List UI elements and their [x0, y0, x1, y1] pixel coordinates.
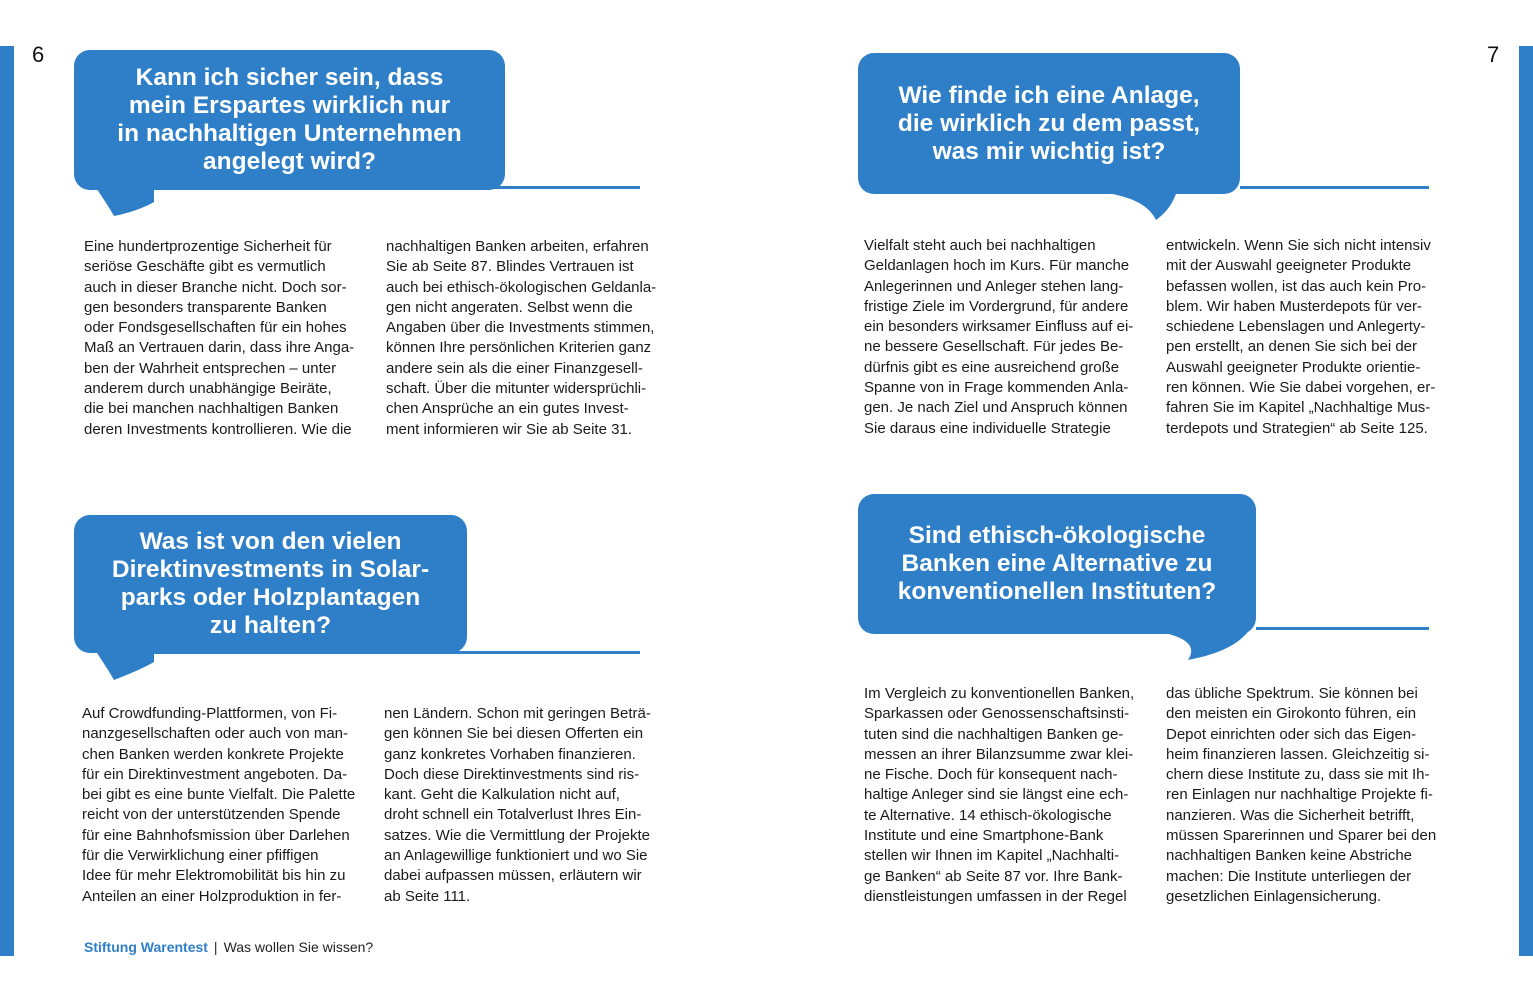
answer-4-column-2: das übliche Spektrum. Sie können bei den meisten ein Girokonto führen, ein Depot einrichten oder sich das Eigen- heim finanzieren lassen. Gleichzeitig si- chern diese Institute zu, dass sie mit Ih- ren Einlagen nur nachhaltige Projekte fi- nanzieren. Was die Sicherheit betrifft, müssen Sparerinnen und Sparer bei den nachhaltigen Banken keine Abstriche machen: Die Institute unterliegen der gesetzlichen Einlagensicherung. [1166, 685, 1437, 905]
footer-separator: | [213, 939, 218, 955]
question-bubble-3: Was ist von den vielen Direktinvestments in Solar- parks oder Holzplantagen zu halten? [74, 515, 467, 653]
answer-1-column-2: nachhaltigen Banken arbeiten, erfahren Sie ab Seite 87. Blindes Vertrauen ist auch bei ethisch-ökologischen Geldanla- gen nicht angeraten. Selbst wenn die Angaben über die Investments stimmen, können Ihre persönlichen Kriterien ganz andere sein als die einer Finanzgesell- schaft. Über die mitunter widersprüchli- chen Ansprüche an ein gutes Invest- ment informieren wir Sie ab Seite 31. [386, 238, 657, 438]
answer-4-column-1: Im Vergleich zu konventionellen Banken, Sparkassen oder Genossenschaftsinsti- tuten sind die nachhaltigen Banken ge- messen an ihrer Bilanzsumme zwar klei- ne Fische. Doch für konsequent nach- haltige Anleger sind sie längst eine ech- te Alternative. 14 ethisch-ökologische Institute und eine Smartphone-Bank stellen wir Ihnen im Kapitel „Nachhalti- ge Banken“ ab Seite 87 vor. Ihre Bank- dienstleistungen umfassen in der Regel [864, 685, 1135, 905]
page-footer [84, 939, 373, 955]
page-number-left: 6 [32, 42, 45, 67]
page-number-right: 7 [1487, 42, 1500, 67]
answer-2-column-2: entwickeln. Wenn Sie sich nicht intensiv mit der Auswahl geeigneter Produkte befassen wollen, ist das auch kein Pro- blem. Wir haben Musterdepots für ver- schiedene Lebenslagen und Anlegerty- pen erstellt, an denen Sie sich bei der Auswahl geeigneter Produkte orientie- ren können. Wie Sie dabei vorgehen, er- fahren Sie im Kapitel „Nachhaltige Mus- terdepots und Strategien“ ab Seite 125. [1166, 237, 1436, 437]
divider-rule-2 [1240, 186, 1429, 189]
answer-3-column-2: nen Ländern. Schon mit geringen Beträ- gen können Sie bei diesen Offerten ein ganz konkretes Vorhaben finanzieren. Doch diese Direktinvestments sind ris- kant. Geht die Kalkulation nicht auf, droht schnell ein Totalverlust Ihres Ein- satzes. Wie die Vermittlung der Projekte an Anlagewillige funktioniert und wo Sie dabei aufpassen müssen, erläutern wir ab Seite 111. [384, 705, 651, 905]
question-bubble-2: Wie finde ich eine Anlage, die wirklich zu dem passt, was mir wichtig ist? [858, 53, 1240, 194]
right-edge-bar [1519, 46, 1533, 956]
answer-3-column-1: Auf Crowdfunding-Plattformen, von Fi- nanzgesellschaften oder auch von man- chen Banken werden konkrete Projekte für ein Direktinvestment angeboten. Da- bei gibt es eine bunte Vielfalt. Die Palette reicht von der unterstützenden Spende für eine Bahnhofsmission über Darlehen für die Verwirklichung einer pfiffigen Idee für mehr Elektromobilität bis hin zu Anteilen an einer Holzproduktion in fer- [82, 705, 356, 905]
answer-1-column-1: Eine hundertprozentige Sicherheit für seriöse Geschäfte gibt es vermutlich auch in dieser Branche nicht. Doch sor- gen besonders transparente Banken oder Fondsgesellschaften für ein hohes Maß an Vertrauen darin, dass ihre Anga- ben der Wahrheit entsprechen – unter anderem durch unabhängige Beiräte, die bei manchen nachhaltigen Banken deren Investments kontrollieren. Wie die [84, 238, 355, 438]
question-bubble-4: Sind ethisch-ökologische Banken eine Alternative zu konventionellen Instituten? [858, 494, 1256, 634]
left-edge-bar [0, 46, 14, 956]
question-bubble-1: Kann ich sicher sein, dass mein Erspartes wirklich nur in nachhaltigen Unternehmen angelegt wird? [74, 50, 505, 190]
answer-2-column-1: Vielfalt steht auch bei nachhaltigen Geldanlagen hoch im Kurs. Für manche Anlegerinnen und Anleger stehen lang- fristige Ziele im Vordergrund, für andere ein besonders wirksamer Einfluss auf ei- ne bessere Gesellschaft. Für jedes Be- dürfnis gibt es eine ausreichend große Spanne von in Frage kommenden Anla- gen. Je nach Ziel und Anspruch können Sie daraus eine individuelle Strategie [864, 237, 1134, 437]
footer-title: Was wollen Sie wissen? [223, 939, 374, 955]
footer-brand: Stiftung Warentest [84, 939, 208, 955]
divider-rule-4 [1256, 627, 1429, 630]
